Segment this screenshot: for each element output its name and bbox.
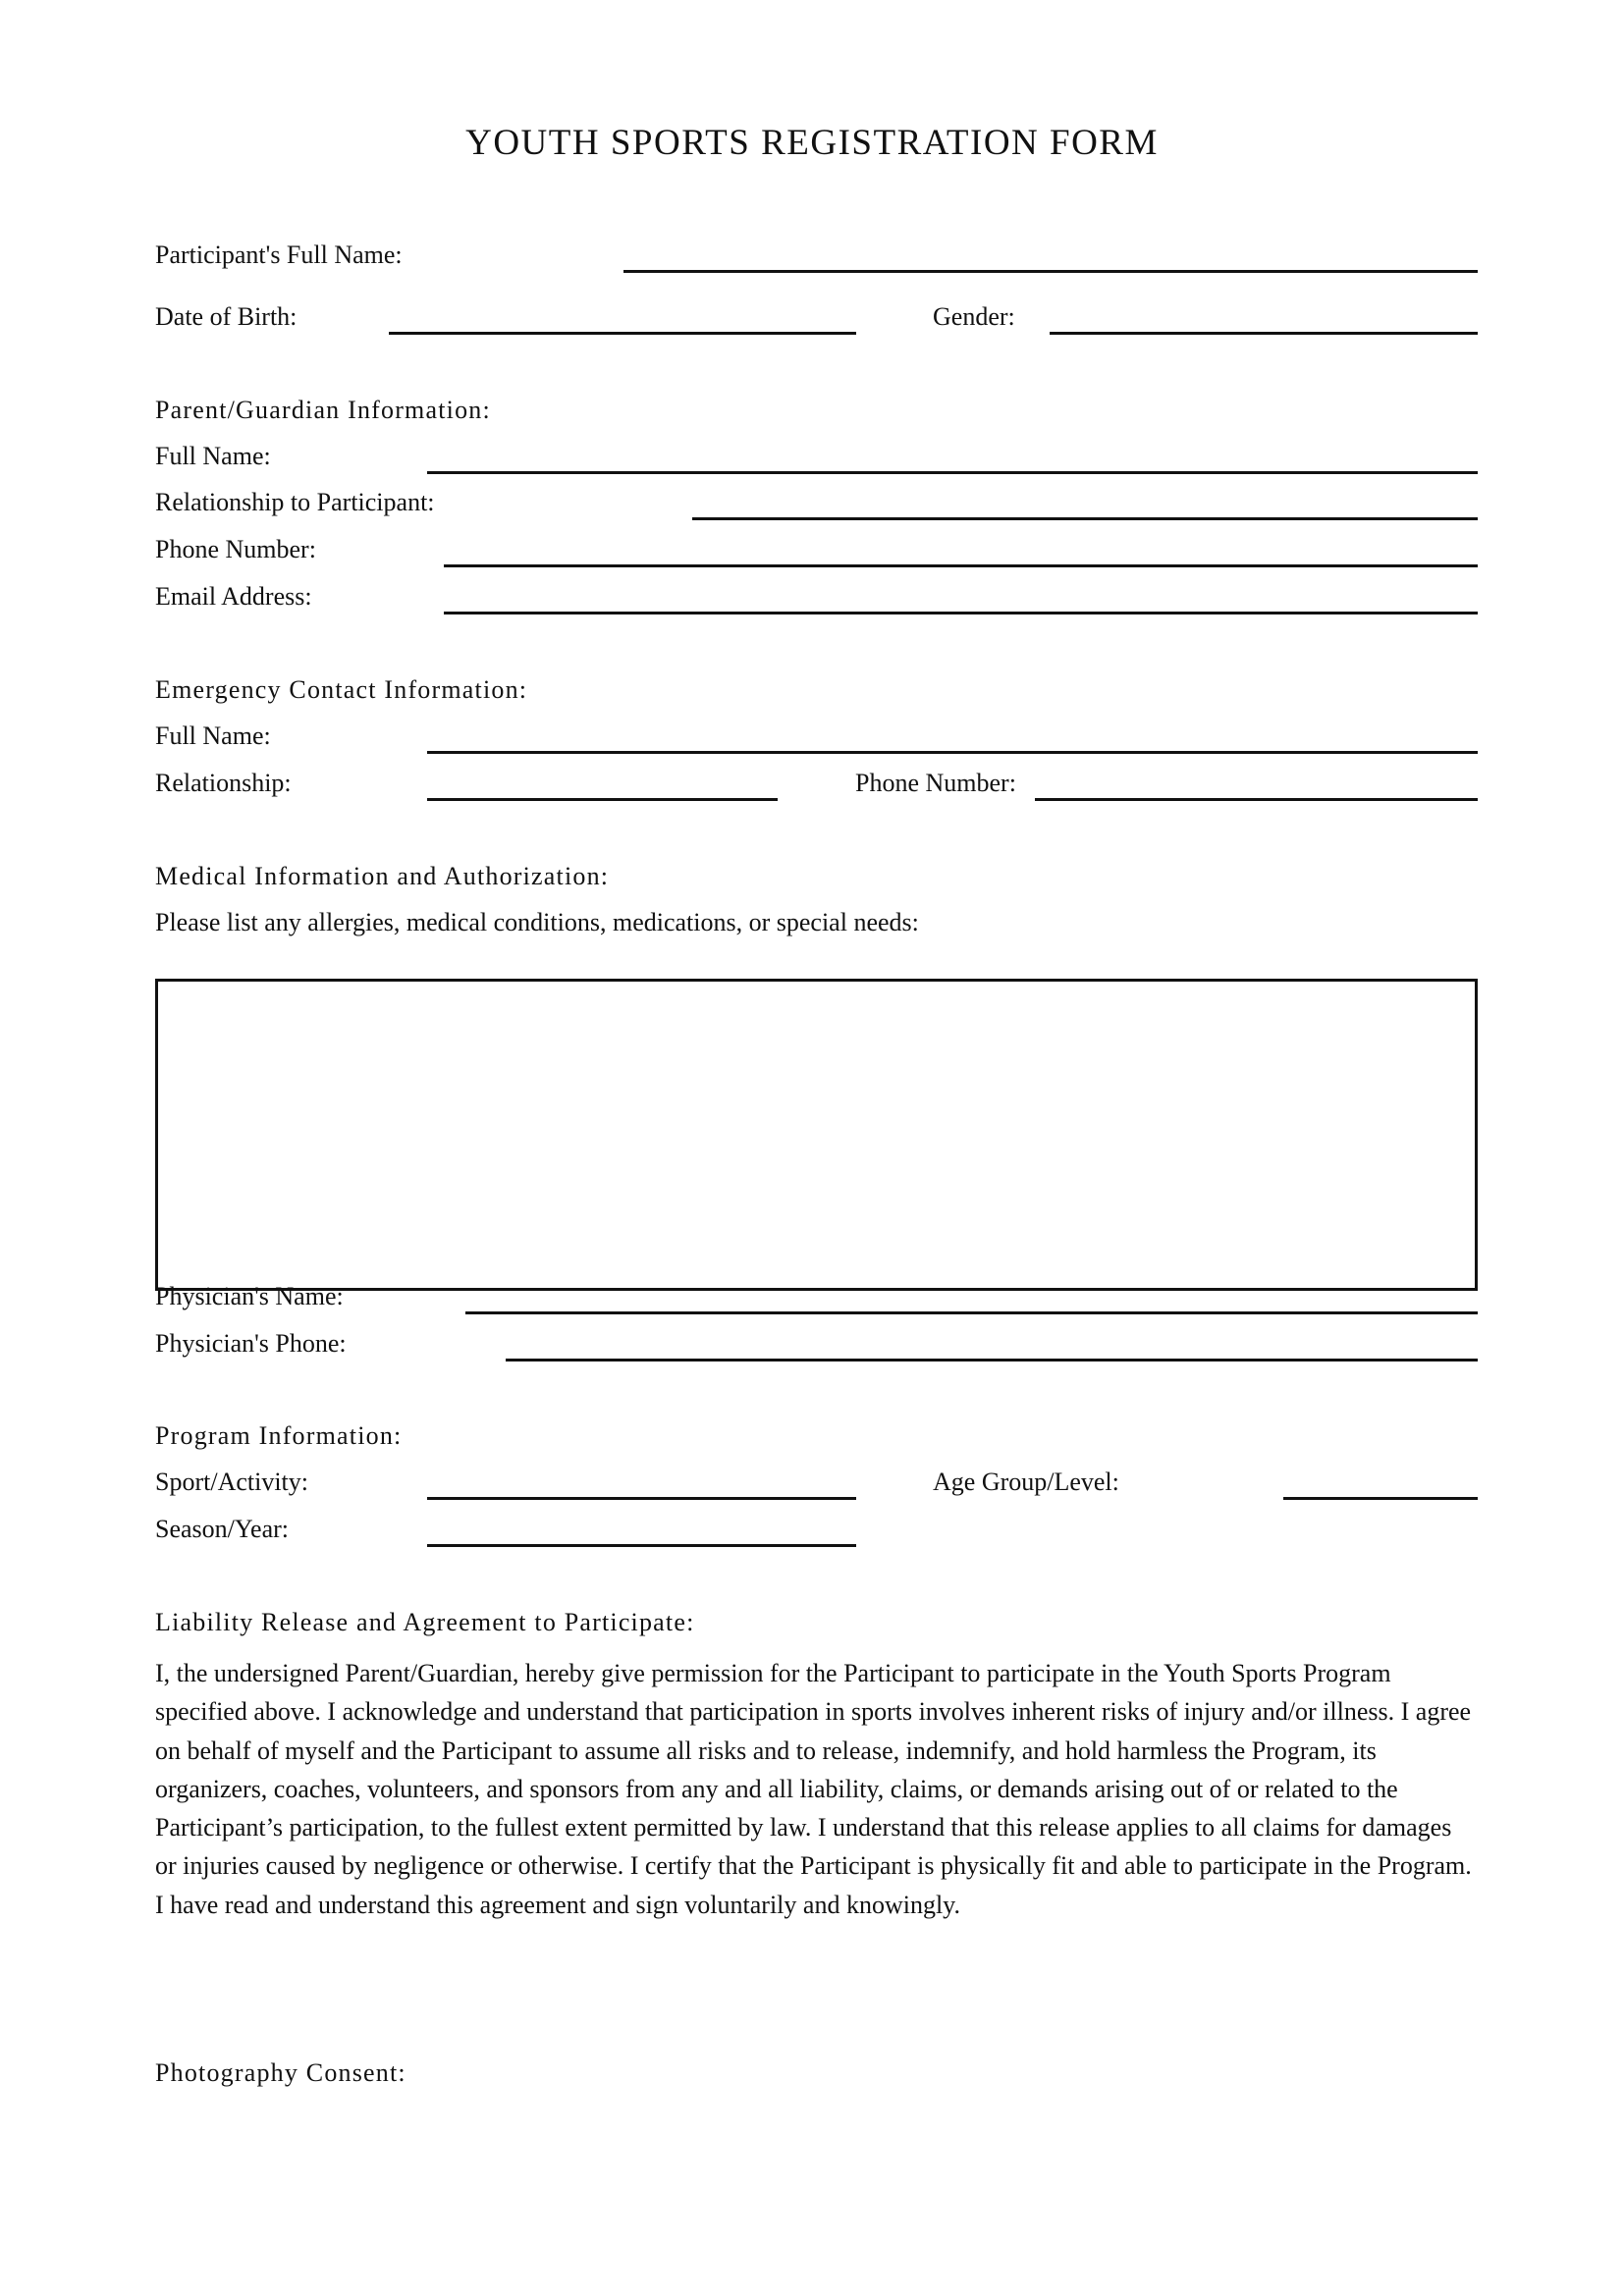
liability-section-heading: Liability Release and Agreement to Participate: xyxy=(155,1608,695,1636)
physician-name-field[interactable] xyxy=(465,1311,1478,1314)
participant-full-name-field[interactable] xyxy=(623,270,1478,273)
photography-section-heading: Photography Consent: xyxy=(155,2058,406,2087)
physician-phone-label: Physician's Phone: xyxy=(155,1329,347,1358)
guardian-phone-label: Phone Number: xyxy=(155,535,316,563)
emergency-relationship-label: Relationship: xyxy=(155,769,292,797)
sport-activity-field[interactable] xyxy=(427,1497,856,1500)
guardian-email-field[interactable] xyxy=(444,612,1478,614)
medical-section-heading: Medical Information and Authorization: xyxy=(155,862,610,890)
emergency-relationship-field[interactable] xyxy=(427,798,778,801)
guardian-relationship-label: Relationship to Participant: xyxy=(155,488,435,516)
guardian-relationship-field[interactable] xyxy=(692,517,1478,520)
guardian-email-label: Email Address: xyxy=(155,582,312,611)
liability-release-text: I, the undersigned Parent/Guardian, hereby give permission for the Participant to participate in the Youth Sports Program specified above. I acknowledge and understand that participation in sports involves inherent risks of injury and/or illness. I agree on behalf of myself and the Participant to assume all risks and to release, indemnify, and hold harmless the Program, its organizers, coaches, volunteers, and sponsors from any and all liability, claims, or demands arising out of or related to the Participant’s participation, to the fullest extent permitted by law. I understand that this release applies to all claims for damages or injuries caused by negligence or otherwise. I certify that the Participant is physically fit and able to participate in the Program. I have read and understand this agreement and sign voluntarily and knowingly. xyxy=(155,1659,1472,1919)
participant-full-name-label: Participant's Full Name: xyxy=(155,240,403,269)
season-year-field[interactable] xyxy=(427,1544,856,1547)
physician-name-label: Physician's Name: xyxy=(155,1282,344,1310)
sport-activity-label: Sport/Activity: xyxy=(155,1468,308,1496)
emergency-section-heading: Emergency Contact Information: xyxy=(155,675,528,704)
age-group-field[interactable] xyxy=(1283,1497,1478,1500)
program-section-heading: Program Information: xyxy=(155,1421,403,1450)
date-of-birth-field[interactable] xyxy=(389,332,856,335)
emergency-phone-label: Phone Number: xyxy=(855,769,1016,797)
gender-label: Gender: xyxy=(933,302,1015,331)
guardian-full-name-label: Full Name: xyxy=(155,442,271,470)
guardian-phone-field[interactable] xyxy=(444,564,1478,567)
gender-field[interactable] xyxy=(1050,332,1478,335)
medical-notes-box[interactable] xyxy=(155,979,1478,1291)
guardian-full-name-field[interactable] xyxy=(427,471,1478,474)
emergency-full-name-field[interactable] xyxy=(427,751,1478,754)
date-of-birth-label: Date of Birth: xyxy=(155,302,298,331)
guardian-section-heading: Parent/Guardian Information: xyxy=(155,396,491,424)
season-year-label: Season/Year: xyxy=(155,1515,290,1543)
medical-instructions: Please list any allergies, medical conditions, medications, or special needs: xyxy=(155,908,919,936)
emergency-full-name-label: Full Name: xyxy=(155,721,271,750)
age-group-label: Age Group/Level: xyxy=(933,1468,1119,1496)
page-title: YOUTH SPORTS REGISTRATION FORM xyxy=(465,123,1159,163)
physician-phone-field[interactable] xyxy=(506,1359,1478,1362)
emergency-phone-field[interactable] xyxy=(1035,798,1478,801)
